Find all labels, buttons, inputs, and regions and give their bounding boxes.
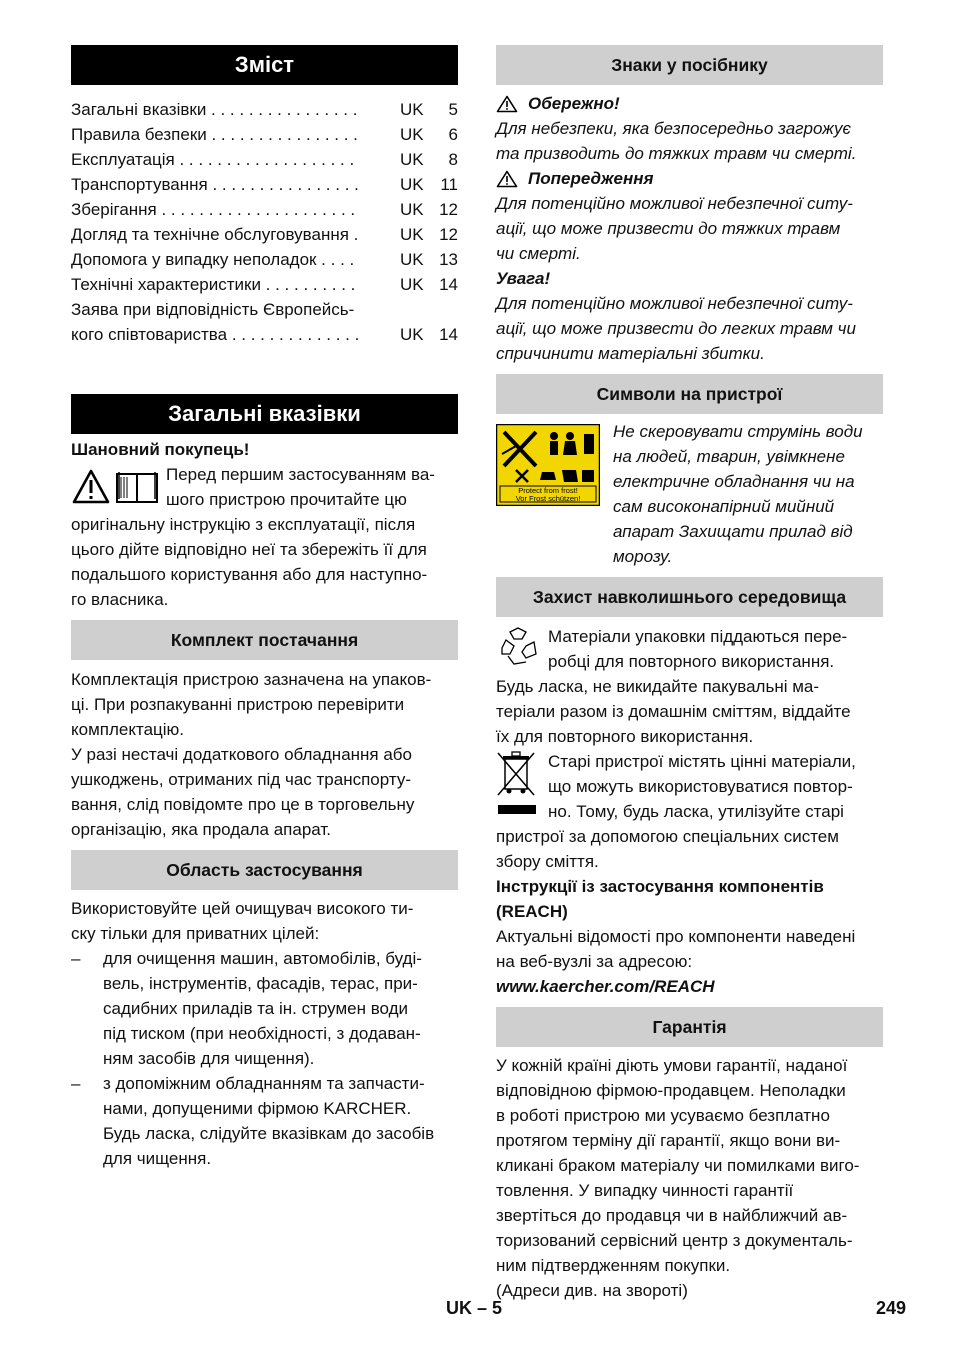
text-line: ації, що може призвести до легких травм чи bbox=[496, 319, 856, 338]
text-line: У разі нестачі додаткового обладнання або bbox=[71, 745, 412, 764]
text-line: на веб-вузлі за адресою: bbox=[496, 952, 693, 971]
text-line: Не скеровувати струмінь води bbox=[613, 422, 863, 441]
toc-row[interactable] bbox=[71, 122, 458, 147]
text-line: під тиском (при необхідності, з додаван- bbox=[103, 1024, 421, 1043]
text-line: збору сміття. bbox=[496, 852, 599, 871]
text-line: ску тільки для приватних цілей: bbox=[71, 924, 320, 943]
usage-list bbox=[71, 946, 458, 1171]
toc-page: 5 bbox=[448, 100, 458, 119]
text-line: для очищення машин, автомобілів, буді- bbox=[103, 949, 422, 968]
general-heading: Загальні вказівки bbox=[71, 394, 458, 434]
toc-title: кого співтовариства . . . . . . . . . . . . . . bbox=[71, 325, 360, 344]
toc-title: Правила безпеки . . . . . . . . . . . . . . . . bbox=[71, 125, 358, 144]
intro-line: го власника. bbox=[71, 590, 169, 609]
text-line: (Адреси див. на звороті) bbox=[496, 1281, 688, 1300]
text-line: спричинити матеріальні збитки. bbox=[496, 344, 765, 363]
toc-list bbox=[71, 97, 458, 347]
toc-page: 12 bbox=[439, 200, 458, 219]
text-line: в роботі пристрою ми усуваємо безплатно bbox=[496, 1106, 830, 1125]
toc-lang: UK bbox=[400, 200, 424, 219]
toc-page: 14 bbox=[439, 275, 458, 294]
warning-label: Попередження bbox=[528, 169, 654, 188]
text-line: Використовуйте цей очищувач високого ти- bbox=[71, 899, 414, 918]
intro-block bbox=[71, 462, 458, 512]
intro-line: Перед першим застосуванням ва- bbox=[166, 465, 435, 484]
toc-row[interactable] bbox=[71, 172, 458, 197]
toc-row[interactable] bbox=[71, 322, 458, 347]
footer-page-number: 249 bbox=[876, 1298, 907, 1318]
toc-title: Заява при відповідність Європейсь- bbox=[71, 300, 355, 319]
text-line: на людей, тварин, увімкнене bbox=[613, 447, 845, 466]
old-devices-block bbox=[496, 749, 883, 824]
toc-title: Технічні характеристики . . . . . . . . . . bbox=[71, 275, 356, 294]
warranty-text bbox=[496, 1053, 883, 1303]
list-item bbox=[71, 1071, 458, 1171]
label-line: Vor Frost schützen! bbox=[515, 494, 581, 503]
text-line: ням засобів для чищення). bbox=[103, 1049, 315, 1068]
greeting: Шановний покупець! bbox=[71, 440, 250, 459]
warning-triangle-icon bbox=[496, 95, 518, 113]
intro-line: цього дійте відповідно неї та збережіть її для bbox=[71, 540, 427, 559]
text-line: торизований сервісний центр з документаль- bbox=[496, 1231, 853, 1250]
text-line: морозу. bbox=[613, 547, 673, 566]
intro-line: шого пристрою прочитайте цю bbox=[166, 490, 407, 509]
toc-lang: UK bbox=[400, 275, 424, 294]
text-line: Будь ласка, не викидайте пакувальні ма- bbox=[496, 677, 820, 696]
toc-page: 12 bbox=[439, 225, 458, 244]
text-line: теріали разом із домашнім сміттям, віддайте bbox=[496, 702, 851, 721]
text-line: вання, слід повідомте про це в торговельну bbox=[71, 795, 415, 814]
delivery-text bbox=[71, 667, 458, 842]
packaging-text bbox=[548, 624, 847, 674]
usage-heading: Область застосування bbox=[71, 850, 458, 890]
text-line: протягом терміну дії гарантії, якщо вони ви- bbox=[496, 1131, 841, 1150]
text-line: У кожній країні діють умови гарантії, наданої bbox=[496, 1056, 848, 1075]
toc-title: Загальні вказівки . . . . . . . . . . . . . . . . bbox=[71, 100, 358, 119]
toc-title: Догляд та технічне обслуговування . bbox=[71, 225, 359, 244]
no-water-jet-frost-label-icon bbox=[496, 424, 600, 506]
text-line: організацію, яка продала апарат. bbox=[71, 820, 331, 839]
symbols-block bbox=[496, 419, 883, 569]
text-line: пристрої за допомогою спеціальних систем bbox=[496, 827, 839, 846]
environment-heading: Захист навколишнього середовища bbox=[496, 577, 883, 617]
list-item bbox=[71, 946, 458, 1071]
toc-row[interactable] bbox=[71, 147, 458, 172]
right-column bbox=[496, 45, 883, 1303]
text-line: но. Тому, будь ласка, утилізуйте старі bbox=[548, 802, 844, 821]
toc-lang: UK bbox=[400, 125, 424, 144]
text-line: апарат Захищати прилад від bbox=[613, 522, 853, 541]
toc-title: Зберігання . . . . . . . . . . . . . . . . . . . . . bbox=[71, 200, 356, 219]
delivery-heading: Комплект постачання bbox=[71, 620, 458, 660]
text-line: Комплектація пристрою зазначена на упаков- bbox=[71, 670, 432, 689]
symbols-heading: Символи на пристрої bbox=[496, 374, 883, 414]
reach-title: (REACH) bbox=[496, 902, 568, 921]
text-line: комплектацію. bbox=[71, 720, 185, 739]
toc-row[interactable] bbox=[71, 197, 458, 222]
reach-link[interactable]: www.kaercher.com/REACH bbox=[496, 977, 715, 996]
text-line: звертіться до продавця чи в найближчий ав- bbox=[496, 1206, 848, 1225]
toc-row[interactable] bbox=[71, 297, 458, 322]
text-line: Матеріали упаковки піддаються пере- bbox=[548, 627, 848, 646]
danger-label-row bbox=[496, 91, 883, 116]
dash-marker: – bbox=[71, 949, 81, 968]
read-manual-icons bbox=[71, 462, 166, 512]
toc-page: 6 bbox=[448, 125, 458, 144]
toc-lang: UK bbox=[400, 325, 424, 344]
device-label bbox=[496, 419, 613, 569]
warning-book-icon bbox=[71, 468, 161, 506]
packaging-block bbox=[496, 624, 883, 674]
footer-section: UK – 5 bbox=[446, 1298, 503, 1318]
text-line: для чищення. bbox=[103, 1149, 212, 1168]
text-line: чи смерті. bbox=[496, 244, 581, 263]
danger-label: Обережно! bbox=[528, 94, 620, 113]
text-line: нами, допущеними фірмою KARCHER. bbox=[103, 1099, 412, 1118]
text-line: товлення. У випадку чинності гарантії bbox=[496, 1181, 794, 1200]
text-line: сам високонапірний мийний bbox=[613, 497, 835, 516]
left-column bbox=[71, 45, 458, 1171]
text-line: ації, що може призвести до тяжких травм bbox=[496, 219, 841, 238]
warranty-heading: Гарантія bbox=[496, 1007, 883, 1047]
signs-heading: Знаки у посібнику bbox=[496, 45, 883, 85]
recycle-icon-wrap bbox=[496, 624, 548, 674]
warning-triangle-icon bbox=[496, 170, 518, 188]
intro-line: подальшого користування або для наступно- bbox=[71, 565, 428, 584]
toc-row[interactable] bbox=[71, 222, 458, 247]
weee-icon-wrap bbox=[496, 749, 548, 824]
toc-lang: UK bbox=[400, 250, 424, 269]
toc-row[interactable] bbox=[71, 247, 458, 272]
toc-page: 8 bbox=[448, 150, 458, 169]
old-devices-text bbox=[548, 749, 856, 824]
toc-lang: UK bbox=[400, 175, 424, 194]
intro-line: оригінальну інструкцію з експлуатації, після bbox=[71, 515, 416, 534]
toc-lang: UK bbox=[400, 100, 424, 119]
text-line: робці для повторного використання. bbox=[548, 652, 835, 671]
text-line: кликані браком матеріалу чи помилками виго- bbox=[496, 1156, 860, 1175]
symbols-text bbox=[613, 419, 863, 569]
recycle-icon bbox=[496, 624, 540, 668]
text-line: ним підтвердженням покупки. bbox=[496, 1256, 731, 1275]
text-line: що можуть використовуватися повтор- bbox=[548, 777, 853, 796]
text-line: та призводить до тяжких травм чи смерті. bbox=[496, 144, 857, 163]
reach-title: Інструкції із застосування компонентів bbox=[496, 877, 824, 896]
usage-text bbox=[71, 896, 458, 1171]
text-line: ці. При розпакуванні пристрою перевірити bbox=[71, 695, 405, 714]
text-line: садибних приладів та ін. струмен води bbox=[103, 999, 409, 1018]
toc-row[interactable] bbox=[71, 272, 458, 297]
text-line: Будь ласка, слідуйте вказівкам до засобів bbox=[103, 1124, 435, 1143]
text-line: Для потенційно можливої небезпечної ситу- bbox=[496, 294, 853, 313]
text-line: Актуальні відомості про компоненти наведені bbox=[496, 927, 856, 946]
toc-lang: UK bbox=[400, 150, 424, 169]
dash-marker: – bbox=[71, 1074, 81, 1093]
toc-page: 14 bbox=[439, 325, 458, 344]
text-line: ушкоджень, отриманих під час транспорту- bbox=[71, 770, 411, 789]
toc-heading: Зміст bbox=[71, 45, 458, 85]
text-line: Для потенційно можливої небезпечної ситу- bbox=[496, 194, 853, 213]
toc-page: 13 bbox=[439, 250, 458, 269]
toc-lang: UK bbox=[400, 225, 424, 244]
text-line: відповідною фірмою-продавцем. Неполадки bbox=[496, 1081, 846, 1100]
crossed-bin-icon bbox=[496, 749, 538, 815]
toc-title: Допомога у випадку неполадок . . . . bbox=[71, 250, 355, 269]
text-line: Для небезпеки, яка безпосередньо загрожує bbox=[496, 119, 851, 138]
toc-title: Транспортування . . . . . . . . . . . . . . . . bbox=[71, 175, 359, 194]
warning-label-row bbox=[496, 166, 883, 191]
text-line: Старі пристрої містять цінні матеріали, bbox=[548, 752, 856, 771]
toc-page: 11 bbox=[440, 175, 458, 194]
label-line: Protect from frost! bbox=[518, 486, 578, 495]
caution-label: Увага! bbox=[496, 269, 551, 288]
intro-first-lines bbox=[166, 462, 435, 512]
toc-title: Експлуатація . . . . . . . . . . . . . . . . . . . bbox=[71, 150, 355, 169]
text-line: електричне обладнання чи на bbox=[613, 472, 855, 491]
text-line: їх для повторного використання. bbox=[496, 727, 754, 746]
text-line: з допоміжним обладнанням та запчасти- bbox=[103, 1074, 425, 1093]
text-line: вель, інструментів, фасадів, терас, при- bbox=[103, 974, 418, 993]
toc-row[interactable] bbox=[71, 97, 458, 122]
